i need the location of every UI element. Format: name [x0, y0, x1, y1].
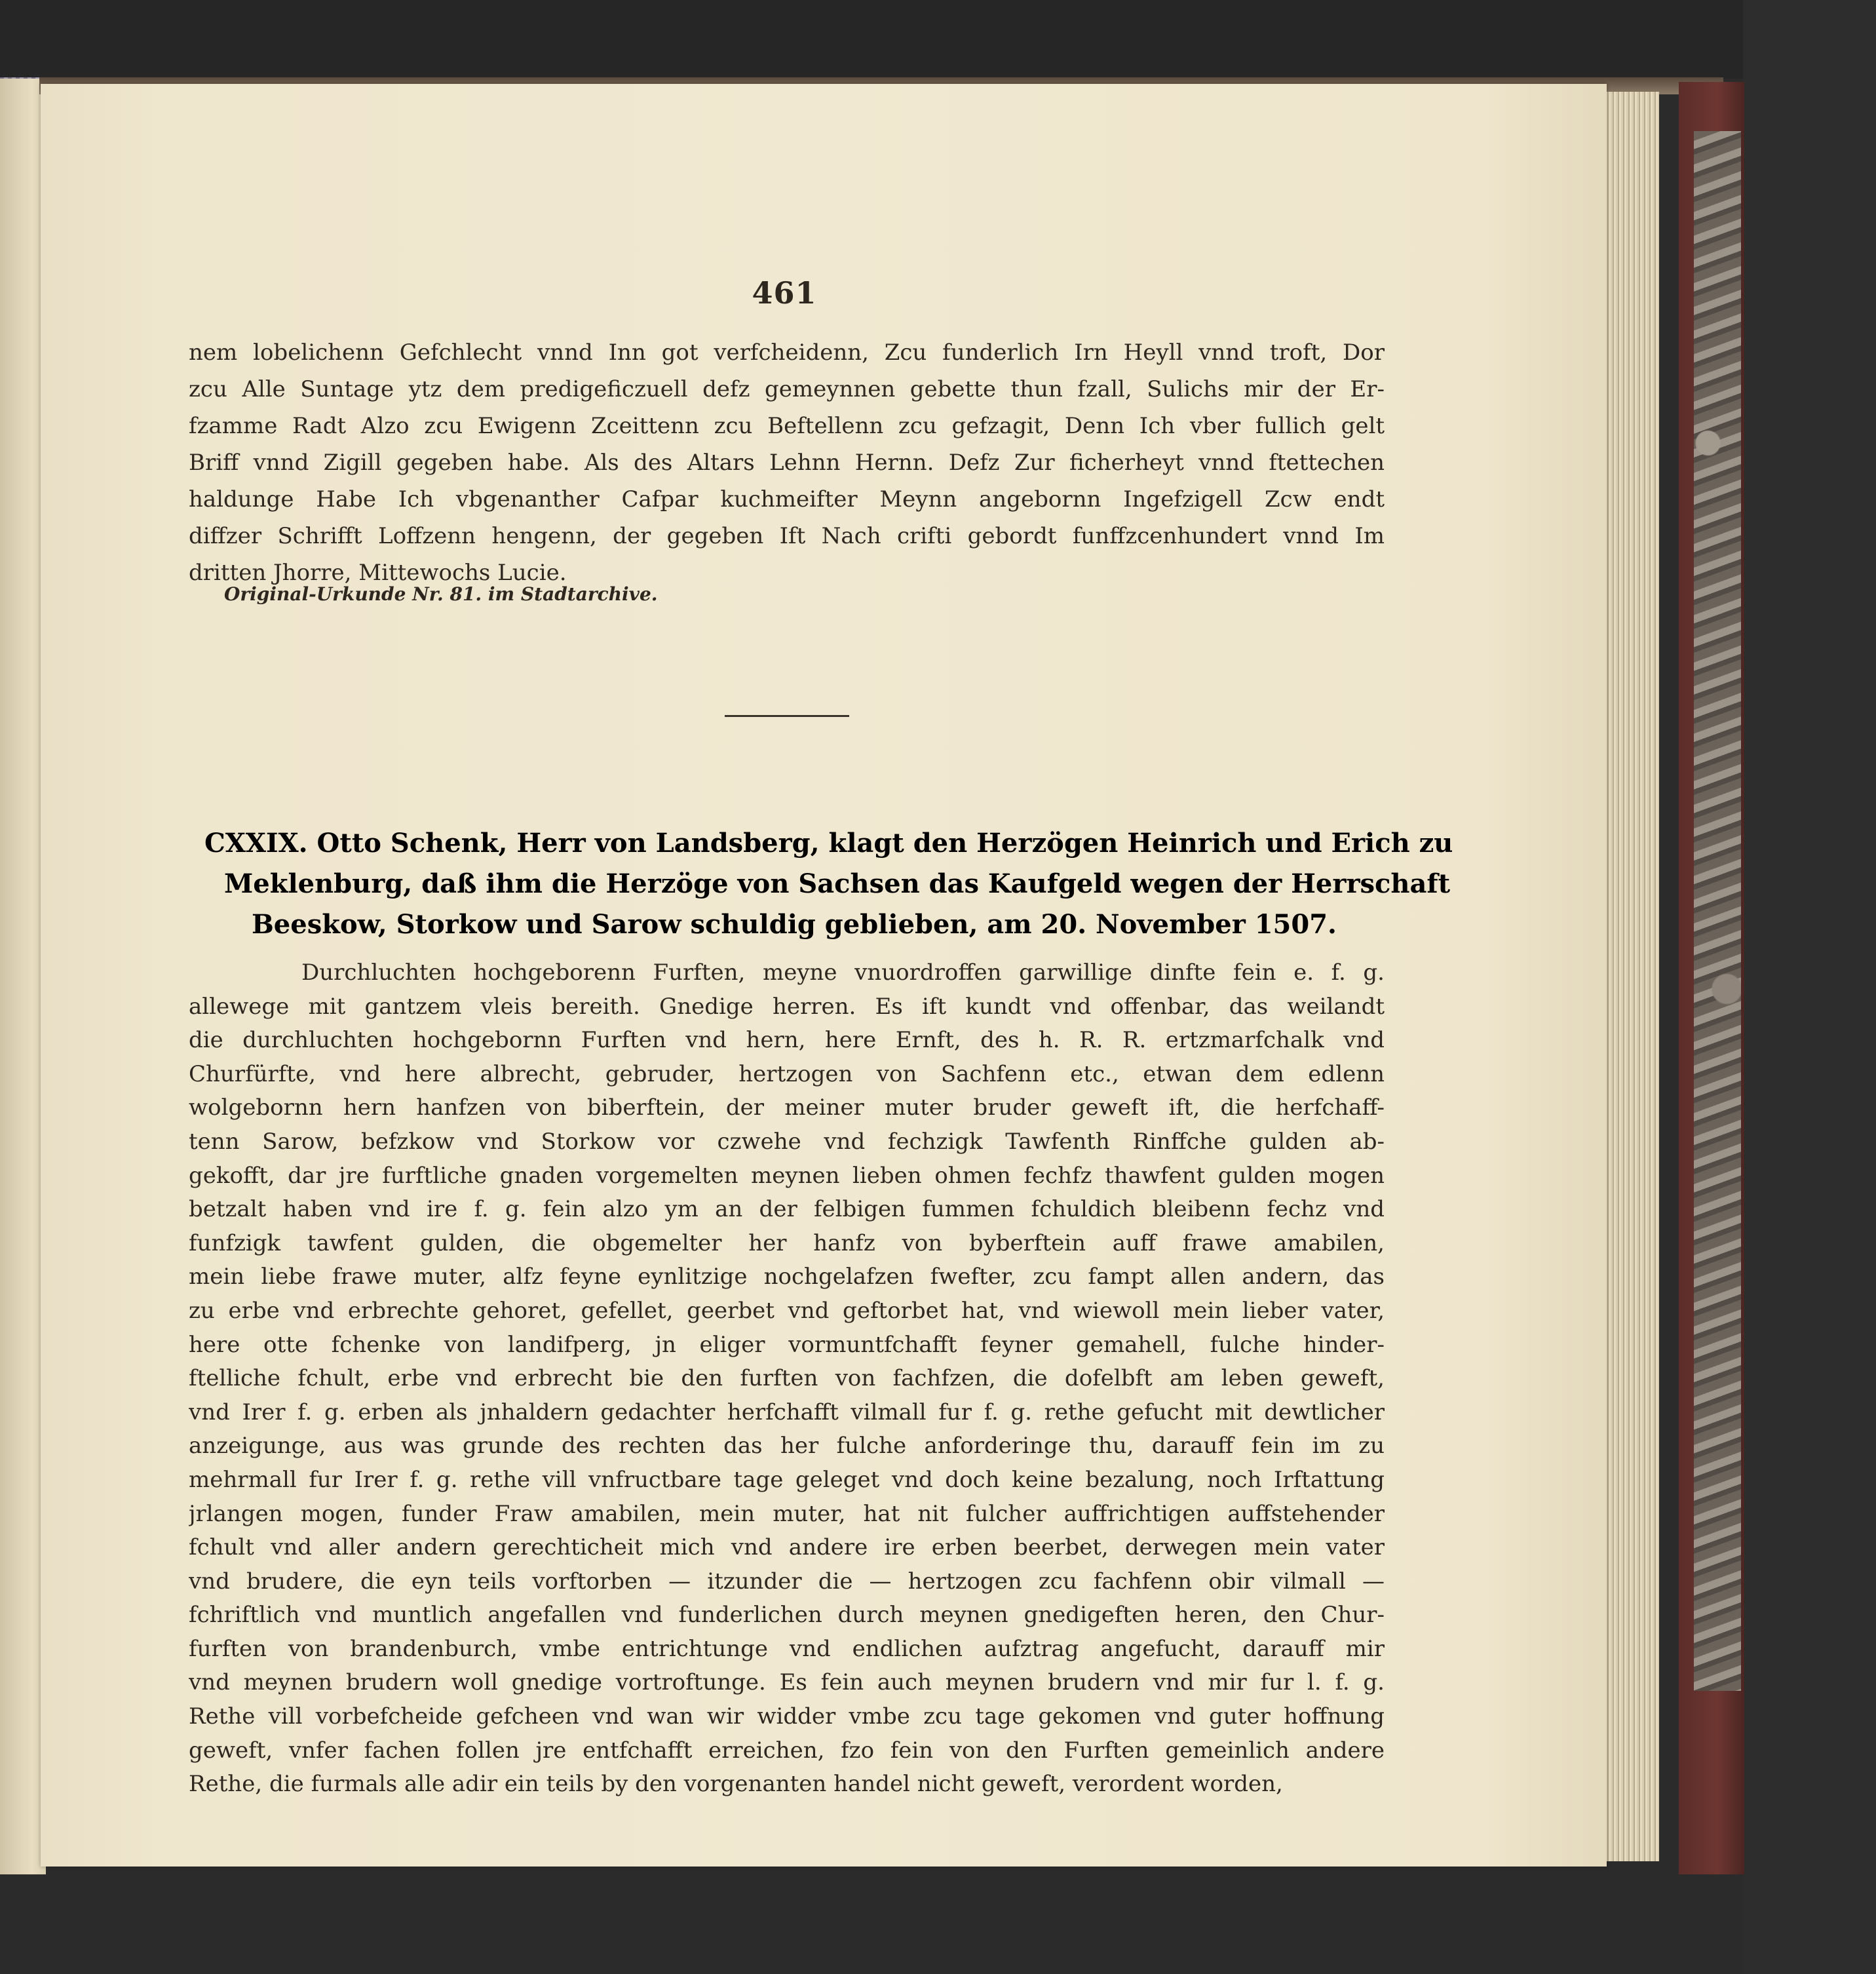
- block2-line: Churfürfte, vnd here albrecht, gebruder, hertzogen von Sachfenn etc., etwan dem edlenn: [189, 1060, 1385, 1087]
- page-stack-edge: [1600, 92, 1659, 1861]
- block2-line: here otte fchenke von landifperg, jn eliger vormuntfchafft feyner gemahell, fulche hinder-: [189, 1331, 1385, 1358]
- document-heading: [204, 823, 1453, 945]
- block2-line: zu erbe vnd erbrechte gehoret, gefellet, geerbet vnd geftorbet hat, vnd wiewoll mein lieber vater,: [189, 1297, 1385, 1324]
- block2-line: gekofft, dar jre furftliche gnaden vorgemelten meynen lieben ohmen fechfz thawfent gulden mogen: [189, 1162, 1385, 1189]
- block1-line: dritten Jhorre, Mittewochs Lucie.: [189, 560, 567, 586]
- block2-line: mein liebe frawe muter, alfz feyne eynlitzige nochgelafzen fwefter, zcu fampt allen andern, das: [189, 1264, 1385, 1290]
- block2-line: allewege mit gantzem vleis bereith. Gnedige herren. Es ift kundt vnd offenbar, das weilandt: [189, 993, 1385, 1020]
- block2-line: funfzigk tawfent gulden, die obgemelter her hanfz von byberftein auff frawe amabilen,: [189, 1229, 1385, 1256]
- book-page: [41, 84, 1607, 1867]
- block1-line: zcu Alle Suntage ytz dem predigeficzuell defz gemeynnen gebette thun fzall, Sulichs mir der Er-: [189, 376, 1385, 402]
- block2-line: anzeigunge, aus was grunde des rechten das her fulche anforderinge thu, darauff fein im zu: [189, 1433, 1385, 1460]
- block2-line: mehrmall fur Irer f. g. rethe vill vnfructbare tage geleget vnd doch keine bezalung, noch Irftattung: [189, 1466, 1385, 1493]
- source-note: Original-Urkunde Nr. 81. im Stadtarchive.: [224, 583, 658, 605]
- heading-line-1: CXXIX. Otto Schenk, Herr von Landsberg, klagt den Herzögen Heinrich und Erich zu: [204, 828, 1453, 859]
- block2-line: Rethe, die furmals alle adir ein teils by den vorgenanten handel nicht geweft, verordent worden,: [189, 1771, 1283, 1798]
- block2-line: betzalt haben vnd ire f. g. fein alzo ym an der felbigen fummen fchuldich bleibenn fechz vnd: [189, 1196, 1385, 1223]
- block2-line: wolgebornn hern hanfzen von biberftein, der meiner muter bruder geweft ift, die herfchaff-: [189, 1094, 1385, 1121]
- block1-line: nem lobelichenn Gefchlecht vnnd Inn got verfcheidenn, Zcu funderlich Irn Heyll vnnd troft, Dor: [189, 339, 1385, 366]
- block2-line: vnd brudere, die eyn teils vorftorben — itzunder die — hertzogen zcu fachfenn obir vilmall —: [189, 1568, 1385, 1595]
- block2-line: vnd meynen brudern woll gnedige vortroftunge. Es fein auch meynen brudern vnd mir fur l. f. g.: [189, 1669, 1385, 1696]
- block2-line: Rethe vill vorbefcheide gefcheen vnd wan wir widder vmbe zcu tage gekomen vnd guter hoffnung: [189, 1703, 1385, 1730]
- block1-line: Briff vnnd Zigill gegeben habe. Als des Altars Lehnn Hernn. Defz Zur ficherheyt vnnd ftettechen: [189, 450, 1385, 476]
- section-divider: [725, 715, 849, 717]
- block1-line: haldunge Habe Ich vbgenanther Cafpar kuchmeifter Meynn angebornn Ingefzigell Zcw endt: [189, 486, 1385, 513]
- block2-line: geweft, vnfer fachen follen jre entfchafft erreichen, fzo fein von den Furften gemeinlich andere: [189, 1737, 1385, 1764]
- block1-line: diffzer Schrifft Loffzenn hengenn, der gegeben Ift Nach crifti gebordt funffzcenhundert vnnd Im: [189, 523, 1385, 549]
- block2-line: vnd Irer f. g. erben als jnhaldern gedachter herfchafft vilmall fur f. g. rethe gefucht mit dewtlicher: [189, 1399, 1385, 1425]
- heading-line-3: Beeskow, Storkow und Sarow schuldig geblieben, am 20. November 1507.: [252, 909, 1337, 940]
- background-top: [0, 0, 1876, 79]
- block2-line: Durchluchten hochgeborenn Furften, meyne vnuordroffen garwillige dinfte fein e. f. g.: [301, 959, 1385, 986]
- block2-line: fchriftlich vnd muntlich angefallen vnd funderlichen durch meynen gnedigeften heren, den Chur-: [189, 1602, 1385, 1629]
- left-page-edge: [0, 79, 46, 1874]
- block2-line: jrlangen mogen, funder Fraw amabilen, mein muter, hat nit fulcher auffrichtigen auffstehender: [189, 1500, 1385, 1527]
- heading-line-2: Meklenburg, daß ihm die Herzöge von Sachsen das Kaufgeld wegen der Herrschaft: [224, 868, 1451, 899]
- block1-line: fzamme Radt Alzo zcu Ewigenn Zceittenn zcu Beftellenn zcu gefzagit, Denn Ich vber fullich gelt: [189, 413, 1385, 439]
- block2-line: die durchluchten hochgebornn Furften vnd hern, here Ernft, des h. R. R. ertzmarfchalk vnd: [189, 1027, 1385, 1054]
- block2-line: tenn Sarow, befzkow vnd Storkow vor czwehe vnd fechzigk Tawfenth Rinffche gulden ab-: [189, 1128, 1385, 1155]
- block2-line: fchult vnd aller andern gerechticheit mich vnd andere ire erben beerbet, derwegen mein vater: [189, 1534, 1385, 1561]
- marbled-endpaper: [1694, 131, 1741, 1691]
- page-number: 461: [752, 275, 817, 311]
- block2-line: ftelliche fchult, erbe vnd erbrecht bie den furften von fachfzen, die dofelbft am leben geweft,: [189, 1365, 1385, 1392]
- document-body-letter: [189, 956, 1385, 1802]
- document-block-continuation: [189, 334, 1385, 591]
- background-right: [1743, 0, 1876, 1974]
- block2-line: furften von brandenburch, vmbe entrichtunge vnd endlichen aufztrag angefucht, darauff mir: [189, 1635, 1385, 1662]
